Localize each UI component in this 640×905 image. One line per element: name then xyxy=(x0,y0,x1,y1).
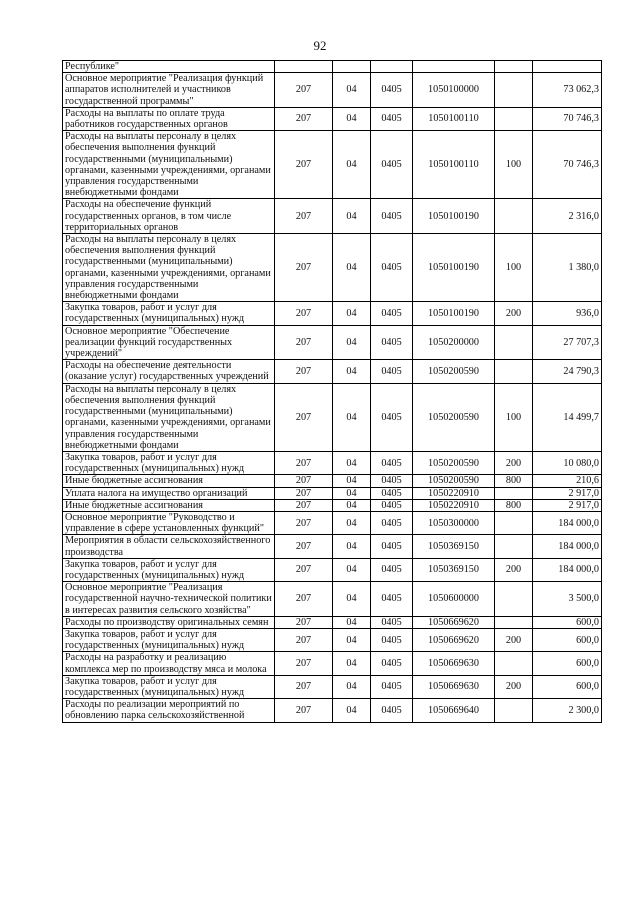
row-ved-code: 207 xyxy=(275,699,333,722)
row-target-article: 1050369150 xyxy=(413,558,495,581)
row-section-code: 04 xyxy=(333,487,371,499)
table-row xyxy=(63,199,602,234)
table-row xyxy=(63,558,602,581)
row-subsection-code: 0405 xyxy=(371,302,413,325)
row-section-code: 04 xyxy=(333,535,371,558)
row-section-code: 04 xyxy=(333,107,371,130)
row-target-article: 1050200590 xyxy=(413,475,495,487)
row-amount: 70 746,3 xyxy=(533,131,602,199)
row-name: Закупка товаров, работ и услуг для государственных (муниципальных) нужд xyxy=(63,675,275,698)
table-row xyxy=(63,475,602,487)
table-row xyxy=(63,360,602,383)
row-target-article: 1050669630 xyxy=(413,652,495,675)
row-subsection-code: 0405 xyxy=(371,499,413,511)
row-subsection-code: 0405 xyxy=(371,535,413,558)
row-name: Уплата налога на имущество организаций xyxy=(63,487,275,499)
row-subsection-code: 0405 xyxy=(371,325,413,360)
row-subsection-code: 0405 xyxy=(371,582,413,617)
row-target-article: 1050669620 xyxy=(413,628,495,651)
row-target-article: 1050369150 xyxy=(413,535,495,558)
row-subsection-code: 0405 xyxy=(371,628,413,651)
table-row xyxy=(63,499,602,511)
row-section-code: 04 xyxy=(333,616,371,628)
table-row xyxy=(63,582,602,617)
table-row xyxy=(63,616,602,628)
row-ved-code: 207 xyxy=(275,628,333,651)
row-amount: 2 917,0 xyxy=(533,487,602,499)
row-name: Расходы на обеспечение функций государственных органов, в том числе территориальных органов xyxy=(63,199,275,234)
row-expense-type: 200 xyxy=(495,675,533,698)
row-expense-type xyxy=(495,325,533,360)
row-name: Расходы на выплаты по оплате труда работников государственных органов xyxy=(63,107,275,130)
row-expense-type xyxy=(495,652,533,675)
row-target-article: 1050200590 xyxy=(413,360,495,383)
row-amount: 2 917,0 xyxy=(533,499,602,511)
row-section-code xyxy=(333,61,371,73)
row-target-article: 1050100190 xyxy=(413,234,495,302)
row-amount: 936,0 xyxy=(533,302,602,325)
row-ved-code: 207 xyxy=(275,535,333,558)
row-subsection-code: 0405 xyxy=(371,699,413,722)
row-ved-code: 207 xyxy=(275,675,333,698)
row-subsection-code xyxy=(371,61,413,73)
row-name: Расходы по реализации мероприятий по обновлению парка сельскохозяйственной xyxy=(63,699,275,722)
row-name: Расходы на обеспечение деятельности (оказание услуг) государственных учреждений xyxy=(63,360,275,383)
row-amount: 184 000,0 xyxy=(533,558,602,581)
row-subsection-code: 0405 xyxy=(371,383,413,451)
row-section-code: 04 xyxy=(333,360,371,383)
row-name: Расходы на разработку и реализацию комплекса мер по производству мяса и молока xyxy=(63,652,275,675)
table-row xyxy=(63,652,602,675)
row-target-article: 1050200590 xyxy=(413,451,495,474)
row-section-code: 04 xyxy=(333,451,371,474)
row-target-article xyxy=(413,61,495,73)
row-expense-type xyxy=(495,535,533,558)
row-amount: 2 300,0 xyxy=(533,699,602,722)
row-ved-code: 207 xyxy=(275,652,333,675)
row-ved-code: 207 xyxy=(275,302,333,325)
row-amount: 600,0 xyxy=(533,628,602,651)
row-target-article: 1050100110 xyxy=(413,131,495,199)
row-subsection-code: 0405 xyxy=(371,675,413,698)
row-amount: 27 707,3 xyxy=(533,325,602,360)
row-expense-type: 100 xyxy=(495,234,533,302)
budget-table xyxy=(62,60,602,723)
row-subsection-code: 0405 xyxy=(371,487,413,499)
row-amount: 600,0 xyxy=(533,616,602,628)
row-expense-type: 200 xyxy=(495,628,533,651)
row-amount: 600,0 xyxy=(533,675,602,698)
row-target-article: 1050200590 xyxy=(413,383,495,451)
table-row xyxy=(63,131,602,199)
row-name: Расходы по производству оригинальных семян xyxy=(63,616,275,628)
table-row xyxy=(63,302,602,325)
row-section-code: 04 xyxy=(333,699,371,722)
table-row xyxy=(63,699,602,722)
row-section-code: 04 xyxy=(333,628,371,651)
row-section-code: 04 xyxy=(333,652,371,675)
row-amount: 73 062,3 xyxy=(533,73,602,108)
row-expense-type xyxy=(495,73,533,108)
row-name: Республике" xyxy=(63,61,275,73)
row-target-article: 1050200000 xyxy=(413,325,495,360)
table-row xyxy=(63,675,602,698)
row-ved-code: 207 xyxy=(275,475,333,487)
row-section-code: 04 xyxy=(333,511,371,534)
row-amount: 70 746,3 xyxy=(533,107,602,130)
row-expense-type: 800 xyxy=(495,499,533,511)
row-expense-type xyxy=(495,360,533,383)
table-row xyxy=(63,73,602,108)
row-target-article: 1050220910 xyxy=(413,487,495,499)
row-ved-code: 207 xyxy=(275,383,333,451)
row-subsection-code: 0405 xyxy=(371,234,413,302)
row-ved-code: 207 xyxy=(275,616,333,628)
row-section-code: 04 xyxy=(333,675,371,698)
row-name: Закупка товаров, работ и услуг для государственных (муниципальных) нужд xyxy=(63,302,275,325)
table-row xyxy=(63,107,602,130)
row-subsection-code: 0405 xyxy=(371,360,413,383)
row-ved-code: 207 xyxy=(275,199,333,234)
row-name: Закупка товаров, работ и услуг для государственных (муниципальных) нужд xyxy=(63,558,275,581)
row-target-article: 1050100110 xyxy=(413,107,495,130)
row-ved-code: 207 xyxy=(275,499,333,511)
row-name: Основное мероприятие "Реализация государственной научно-технической политики в интересах развития сельского хозяйства" xyxy=(63,582,275,617)
row-expense-type: 200 xyxy=(495,451,533,474)
row-subsection-code: 0405 xyxy=(371,616,413,628)
table-row xyxy=(63,487,602,499)
row-subsection-code: 0405 xyxy=(371,199,413,234)
row-expense-type xyxy=(495,199,533,234)
row-target-article: 1050669620 xyxy=(413,616,495,628)
row-target-article: 1050220910 xyxy=(413,499,495,511)
row-ved-code: 207 xyxy=(275,451,333,474)
table-row xyxy=(63,628,602,651)
row-amount: 210,6 xyxy=(533,475,602,487)
row-expense-type: 100 xyxy=(495,383,533,451)
row-expense-type xyxy=(495,699,533,722)
table-row xyxy=(63,325,602,360)
row-expense-type: 100 xyxy=(495,131,533,199)
table-row xyxy=(63,511,602,534)
row-subsection-code: 0405 xyxy=(371,131,413,199)
row-ved-code: 207 xyxy=(275,582,333,617)
row-ved-code: 207 xyxy=(275,360,333,383)
row-name: Иные бюджетные ассигнования xyxy=(63,499,275,511)
row-subsection-code: 0405 xyxy=(371,511,413,534)
row-section-code: 04 xyxy=(333,558,371,581)
row-target-article: 1050100000 xyxy=(413,73,495,108)
row-section-code: 04 xyxy=(333,582,371,617)
table-row xyxy=(63,61,602,73)
row-section-code: 04 xyxy=(333,499,371,511)
row-ved-code: 207 xyxy=(275,325,333,360)
row-amount: 1 380,0 xyxy=(533,234,602,302)
row-ved-code: 207 xyxy=(275,234,333,302)
row-ved-code: 207 xyxy=(275,511,333,534)
row-subsection-code: 0405 xyxy=(371,73,413,108)
row-name: Расходы на выплаты персоналу в целях обеспечения выполнения функций государственными (муниципальными) органами, казенными учреждениями, органами управления государственными внебюджетными фондами xyxy=(63,234,275,302)
row-name: Основное мероприятие "Руководство и управление в сфере установленных функций" xyxy=(63,511,275,534)
row-subsection-code: 0405 xyxy=(371,107,413,130)
row-amount: 3 500,0 xyxy=(533,582,602,617)
row-ved-code: 207 xyxy=(275,107,333,130)
row-target-article: 1050100190 xyxy=(413,199,495,234)
row-name: Расходы на выплаты персоналу в целях обеспечения выполнения функций государственными (муниципальными) органами, казенными учреждениями, органами управления государственными внебюджетными фондами xyxy=(63,383,275,451)
row-target-article: 1050100190 xyxy=(413,302,495,325)
table-row xyxy=(63,535,602,558)
table-row xyxy=(63,451,602,474)
row-ved-code: 207 xyxy=(275,131,333,199)
row-name: Основное мероприятие "Реализация функций аппаратов исполнителей и участников государственной программы" xyxy=(63,73,275,108)
row-section-code: 04 xyxy=(333,73,371,108)
row-section-code: 04 xyxy=(333,325,371,360)
page-number: 92 xyxy=(313,38,327,53)
row-ved-code: 207 xyxy=(275,73,333,108)
row-subsection-code: 0405 xyxy=(371,451,413,474)
row-expense-type xyxy=(495,582,533,617)
row-name: Расходы на выплаты персоналу в целях обеспечения выполнения функций государственными (муниципальными) органами, казенными учреждениями, органами управления государственными внебюджетными фондами xyxy=(63,131,275,199)
row-name: Основное мероприятие "Обеспечение реализации функций государственных учреждений" xyxy=(63,325,275,360)
row-target-article: 1050600000 xyxy=(413,582,495,617)
row-expense-type xyxy=(495,487,533,499)
row-expense-type xyxy=(495,616,533,628)
row-amount: 24 790,3 xyxy=(533,360,602,383)
row-target-article: 1050300000 xyxy=(413,511,495,534)
row-expense-type xyxy=(495,61,533,73)
row-name: Закупка товаров, работ и услуг для государственных (муниципальных) нужд xyxy=(63,628,275,651)
row-section-code: 04 xyxy=(333,475,371,487)
row-name: Мероприятия в области сельскохозяйственного производства xyxy=(63,535,275,558)
row-name: Закупка товаров, работ и услуг для государственных (муниципальных) нужд xyxy=(63,451,275,474)
row-amount: 600,0 xyxy=(533,652,602,675)
row-subsection-code: 0405 xyxy=(371,475,413,487)
row-target-article: 1050669630 xyxy=(413,675,495,698)
table-row xyxy=(63,234,602,302)
row-amount: 184 000,0 xyxy=(533,535,602,558)
row-ved-code xyxy=(275,61,333,73)
row-expense-type: 200 xyxy=(495,302,533,325)
row-section-code: 04 xyxy=(333,302,371,325)
table-row xyxy=(63,383,602,451)
budget-table-body xyxy=(63,61,602,723)
row-ved-code: 207 xyxy=(275,487,333,499)
row-subsection-code: 0405 xyxy=(371,652,413,675)
row-expense-type xyxy=(495,511,533,534)
row-section-code: 04 xyxy=(333,234,371,302)
row-amount: 14 499,7 xyxy=(533,383,602,451)
row-amount: 10 080,0 xyxy=(533,451,602,474)
row-section-code: 04 xyxy=(333,383,371,451)
row-expense-type: 800 xyxy=(495,475,533,487)
row-expense-type: 200 xyxy=(495,558,533,581)
row-section-code: 04 xyxy=(333,199,371,234)
row-amount: 2 316,0 xyxy=(533,199,602,234)
row-target-article: 1050669640 xyxy=(413,699,495,722)
row-subsection-code: 0405 xyxy=(371,558,413,581)
row-ved-code: 207 xyxy=(275,558,333,581)
row-amount: 184 000,0 xyxy=(533,511,602,534)
row-expense-type xyxy=(495,107,533,130)
row-section-code: 04 xyxy=(333,131,371,199)
row-name: Иные бюджетные ассигнования xyxy=(63,475,275,487)
row-amount xyxy=(533,61,602,73)
